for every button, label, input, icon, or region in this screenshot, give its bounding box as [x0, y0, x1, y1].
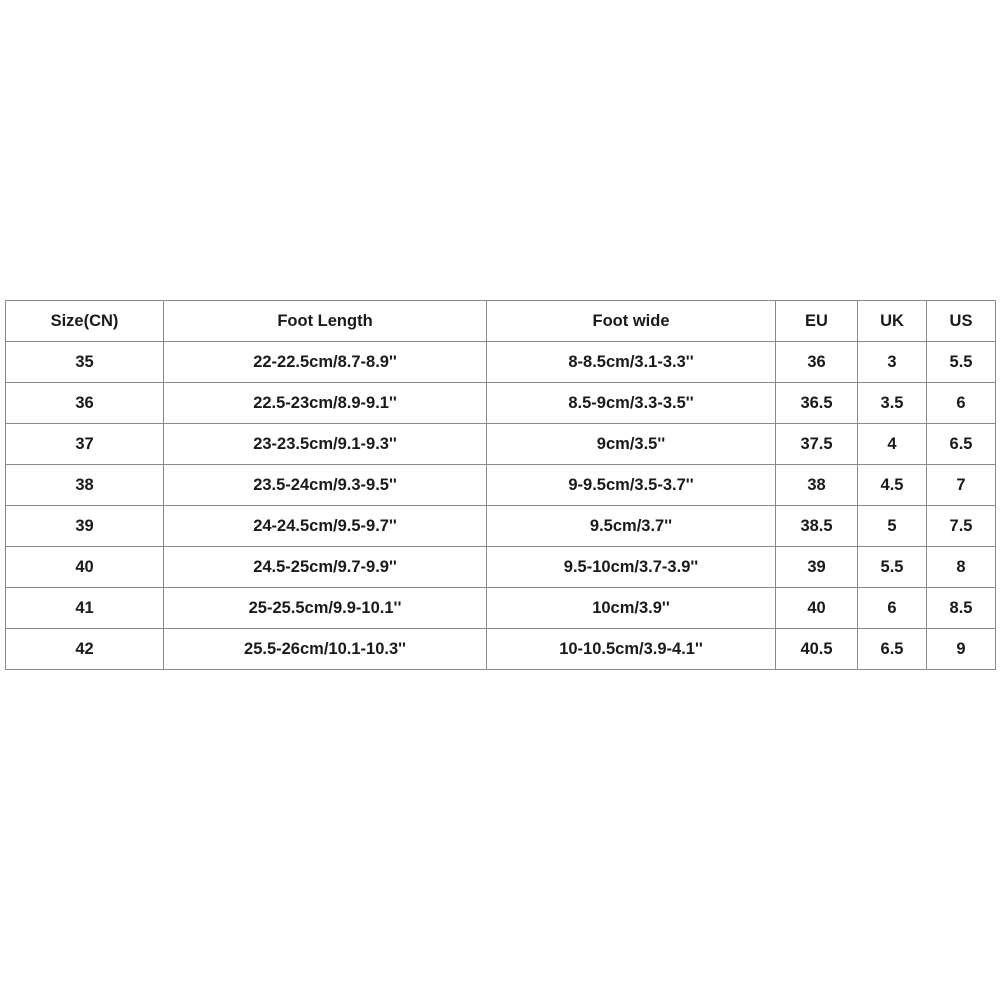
- cell-foot-length: 22.5-23cm/8.9-9.1'': [164, 383, 487, 424]
- cell-eu: 38: [776, 465, 858, 506]
- table-row: [6, 424, 996, 465]
- table-row: [6, 465, 996, 506]
- cell-foot-length: 22-22.5cm/8.7-8.9'': [164, 342, 487, 383]
- cell-uk: 3.5: [858, 383, 927, 424]
- header-us: US: [927, 301, 996, 342]
- cell-size-cn: 40: [6, 547, 164, 588]
- cell-foot-wide: 10cm/3.9'': [487, 588, 776, 629]
- cell-size-cn: 35: [6, 342, 164, 383]
- cell-foot-wide: 9.5cm/3.7'': [487, 506, 776, 547]
- cell-foot-length: 25-25.5cm/9.9-10.1'': [164, 588, 487, 629]
- cell-eu: 39: [776, 547, 858, 588]
- cell-uk: 6.5: [858, 629, 927, 670]
- cell-foot-wide: 9-9.5cm/3.5-3.7'': [487, 465, 776, 506]
- cell-foot-wide: 9cm/3.5'': [487, 424, 776, 465]
- cell-foot-wide: 8-8.5cm/3.1-3.3'': [487, 342, 776, 383]
- cell-eu: 36: [776, 342, 858, 383]
- cell-size-cn: 38: [6, 465, 164, 506]
- table-row: [6, 629, 996, 670]
- cell-us: 8.5: [927, 588, 996, 629]
- cell-eu: 40.5: [776, 629, 858, 670]
- cell-uk: 3: [858, 342, 927, 383]
- table-row: [6, 342, 996, 383]
- cell-foot-length: 25.5-26cm/10.1-10.3'': [164, 629, 487, 670]
- cell-size-cn: 41: [6, 588, 164, 629]
- table-header-row: [6, 301, 996, 342]
- cell-foot-wide: 10-10.5cm/3.9-4.1'': [487, 629, 776, 670]
- cell-size-cn: 39: [6, 506, 164, 547]
- cell-uk: 6: [858, 588, 927, 629]
- cell-size-cn: 42: [6, 629, 164, 670]
- cell-foot-length: 24-24.5cm/9.5-9.7'': [164, 506, 487, 547]
- cell-us: 6: [927, 383, 996, 424]
- cell-us: 7.5: [927, 506, 996, 547]
- cell-eu: 40: [776, 588, 858, 629]
- cell-size-cn: 37: [6, 424, 164, 465]
- cell-us: 5.5: [927, 342, 996, 383]
- cell-us: 8: [927, 547, 996, 588]
- cell-size-cn: 36: [6, 383, 164, 424]
- cell-foot-wide: 9.5-10cm/3.7-3.9'': [487, 547, 776, 588]
- cell-eu: 37.5: [776, 424, 858, 465]
- cell-uk: 4.5: [858, 465, 927, 506]
- table-row: [6, 547, 996, 588]
- cell-us: 9: [927, 629, 996, 670]
- header-uk: UK: [858, 301, 927, 342]
- cell-eu: 38.5: [776, 506, 858, 547]
- table-row: [6, 383, 996, 424]
- cell-uk: 5: [858, 506, 927, 547]
- cell-foot-wide: 8.5-9cm/3.3-3.5'': [487, 383, 776, 424]
- cell-us: 7: [927, 465, 996, 506]
- header-foot-length: Foot Length: [164, 301, 487, 342]
- cell-uk: 4: [858, 424, 927, 465]
- header-foot-wide: Foot wide: [487, 301, 776, 342]
- table-row: [6, 506, 996, 547]
- cell-us: 6.5: [927, 424, 996, 465]
- cell-eu: 36.5: [776, 383, 858, 424]
- cell-uk: 5.5: [858, 547, 927, 588]
- size-chart-table: [5, 300, 996, 670]
- cell-foot-length: 24.5-25cm/9.7-9.9'': [164, 547, 487, 588]
- cell-foot-length: 23-23.5cm/9.1-9.3'': [164, 424, 487, 465]
- table-row: [6, 588, 996, 629]
- cell-foot-length: 23.5-24cm/9.3-9.5'': [164, 465, 487, 506]
- header-size-cn: Size(CN): [6, 301, 164, 342]
- header-eu: EU: [776, 301, 858, 342]
